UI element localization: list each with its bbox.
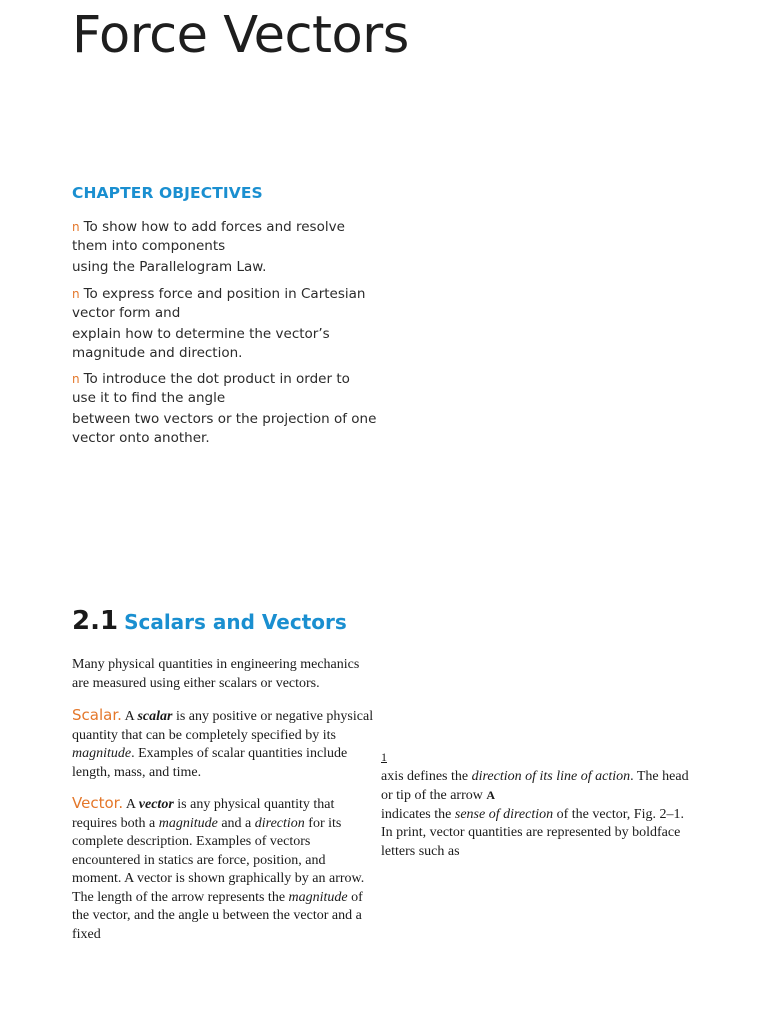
bold-symbol: A: [486, 788, 496, 802]
objective-line: explain how to determine the vector’s magnitude and direction.: [72, 326, 330, 361]
objective-item: [72, 285, 377, 362]
text-run: for its complete description. Examples of vectors encountered in statics are force, position, and moment. A vector is shown graphically by an arrow. The length of the arrow represents the: [72, 815, 365, 905]
section-title: Scalars and Vectors: [124, 610, 347, 634]
text-run: A: [123, 797, 139, 812]
objective-item: [72, 218, 377, 277]
emphasis: magnitude: [288, 889, 348, 905]
text-run: and a: [217, 815, 255, 831]
emphasis: magnitude: [72, 746, 132, 761]
objective-line: To express force and position in Cartesian vector form and: [72, 286, 366, 321]
intro-paragraph: [72, 656, 372, 693]
intro-text: Many physical quantities in engineering mechanics are measured using either scalars or vectors.: [72, 657, 360, 691]
objective-line: between two vectors or the projection of one vector onto another.: [72, 411, 377, 446]
text-run: is any physical quantity that requires both a: [72, 797, 335, 831]
text-run: In print, vector quantities are represented by boldface letters such as: [381, 825, 681, 859]
text-run: of the vector, Fig. 2–1.: [553, 806, 684, 822]
emphasis: scalar: [137, 709, 173, 724]
emphasis: magnitude: [158, 815, 218, 831]
text-run: A: [121, 709, 138, 724]
text-run: . The head or tip of the arrow: [381, 768, 689, 803]
scalar-paragraph: [72, 706, 382, 782]
objective-line: using the Parallelogram Law.: [72, 259, 267, 275]
text-run: is any positive or negative physical quantity that can be completely specified by its: [72, 709, 374, 743]
objective-line: To introduce the dot product in order to use it to find the angle: [72, 371, 350, 406]
footnote-mark: 1: [381, 750, 387, 764]
bullet-marker: n: [72, 287, 80, 301]
text-run: . Examples of scalar quantities include length, mass, and time.: [72, 746, 348, 780]
section-heading: [72, 606, 347, 636]
scalar-term: Scalar.: [72, 706, 122, 724]
objective-item: [72, 370, 377, 447]
text-run: of the vector, and the angle u between the vector and a fixed: [72, 889, 363, 942]
section-number: 2.1: [72, 606, 119, 636]
bullet-marker: n: [72, 220, 80, 234]
emphasis: direction: [254, 815, 305, 831]
text-run: indicates the: [381, 806, 455, 822]
objective-line: To show how to add forces and resolve them into components: [72, 219, 345, 254]
vector-paragraph: [72, 794, 377, 944]
objectives-heading: CHAPTER OBJECTIVES: [72, 184, 263, 202]
vector-term: Vector.: [72, 794, 124, 812]
emphasis: vector: [138, 797, 174, 812]
emphasis: sense of direction: [454, 806, 554, 822]
chapter-title: Force Vectors: [72, 6, 409, 65]
right-column: [381, 748, 701, 861]
emphasis: direction of its line of action: [471, 768, 631, 784]
bullet-marker: n: [72, 372, 80, 386]
text-run: axis defines the: [381, 768, 472, 784]
